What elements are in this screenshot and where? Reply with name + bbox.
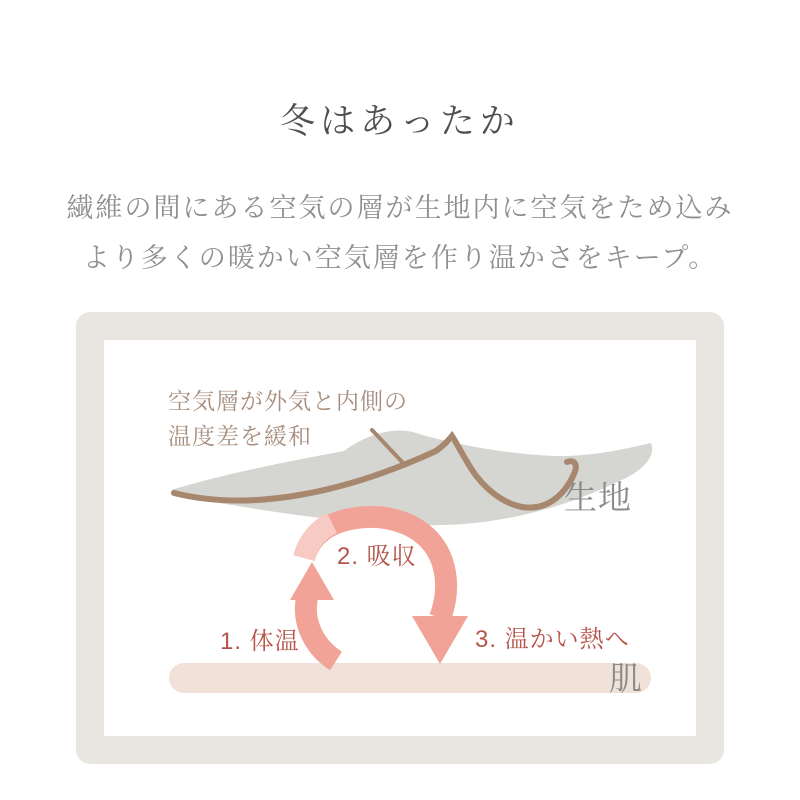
cycle-up-arrowhead	[290, 562, 334, 600]
annotation-line-1: 空気層が外気と内側の	[168, 388, 408, 414]
skin-bar	[169, 663, 651, 693]
step-2-absorb: 2. 吸収	[337, 543, 417, 570]
heat-cycle-diagram	[104, 340, 696, 736]
cycle-down-arrowhead	[412, 616, 468, 664]
description-line-2: より多くの暖かい空気層を作り温かさをキープ。	[82, 243, 718, 273]
fabric-label: 生地	[564, 479, 632, 516]
step-3-warm-heat: 3. 温かい熱へ	[475, 626, 630, 653]
cycle-up-arc	[306, 598, 336, 661]
description-line-1: 繊維の間にある空気の層が生地内に空気をため込み	[66, 193, 734, 223]
page-title: 冬はあったか	[280, 102, 520, 141]
cycle-down-arc-light-start	[304, 523, 332, 558]
air-layer-annotation	[168, 384, 408, 454]
annotation-line-2: 温度差を緩和	[168, 423, 312, 449]
step-1-body-heat: 1. 体温	[220, 628, 300, 655]
diagram-box	[76, 312, 724, 764]
skin-label: 肌	[609, 660, 643, 697]
